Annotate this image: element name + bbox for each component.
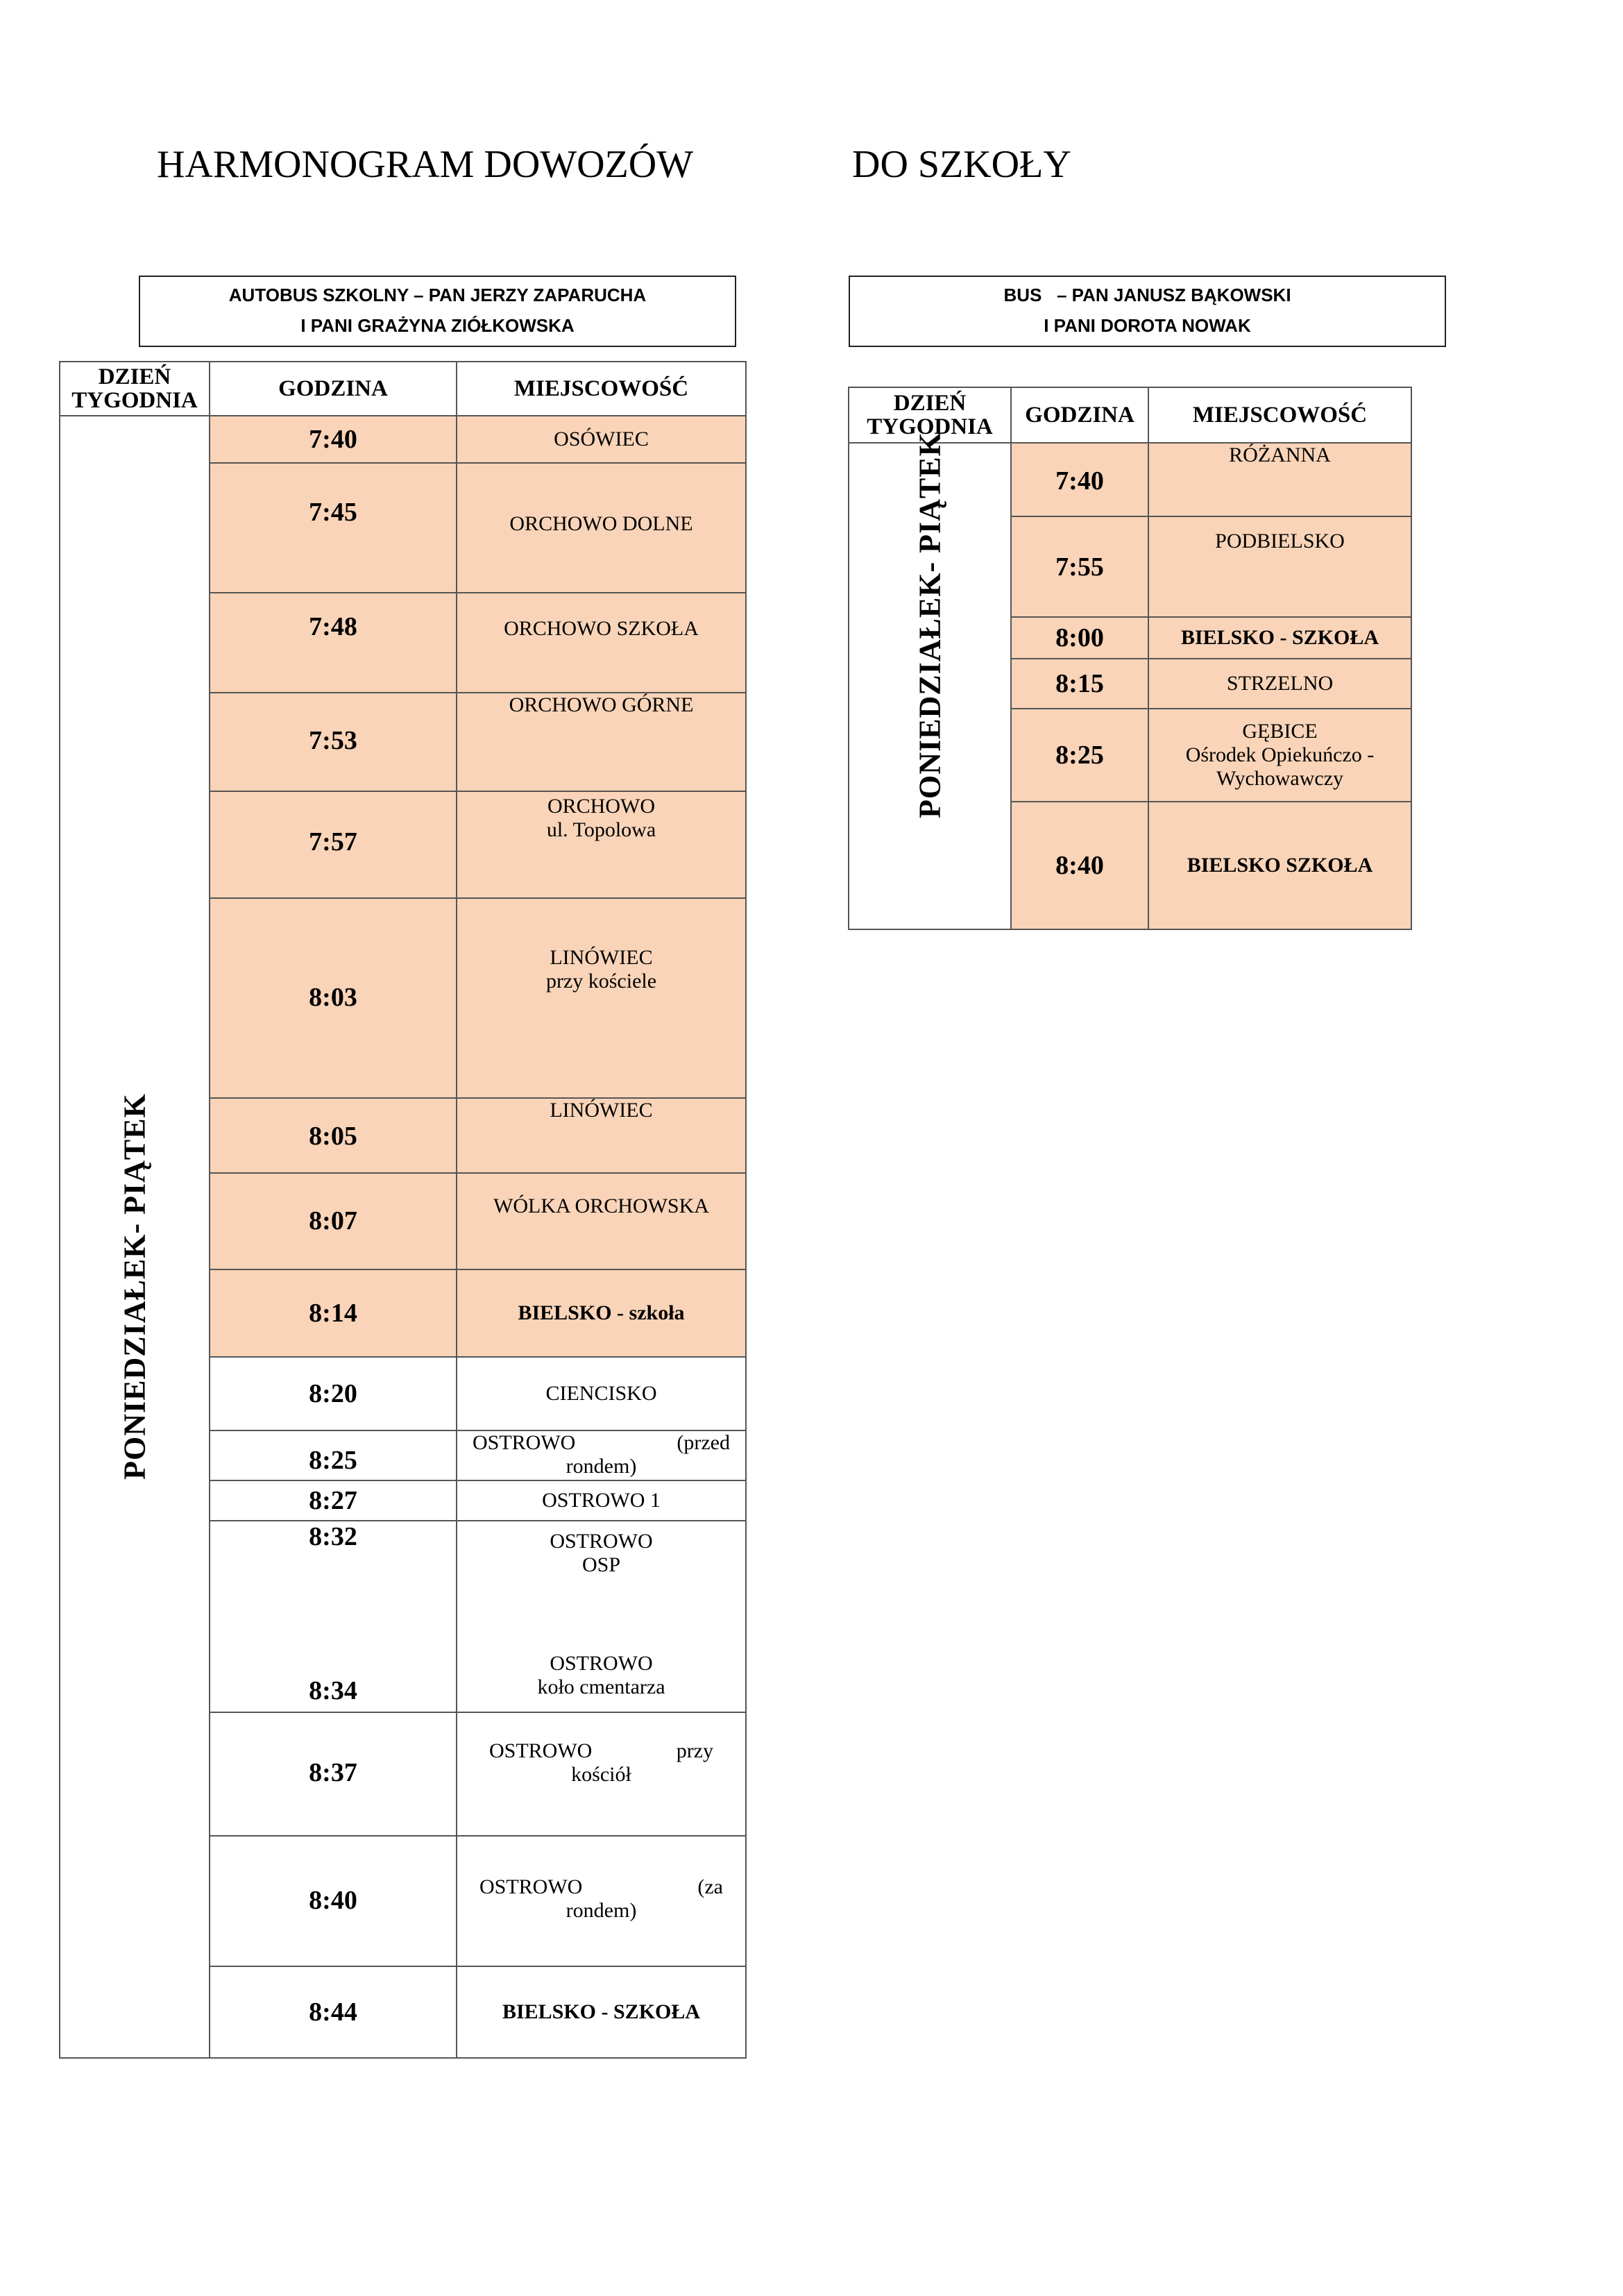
time-cell: 8:37	[210, 1712, 457, 1836]
column-header-place: MIEJSCOWOŚĆ	[457, 362, 746, 416]
time-line: 8:32	[309, 1522, 357, 1551]
place-word: (przed	[677, 1431, 730, 1454]
time-cell: 7:40	[210, 416, 457, 463]
place-cell: ORCHOWO SZKOŁA	[457, 593, 746, 693]
column-header-time: GODZINA	[1011, 387, 1148, 443]
column-header-day: DZIEŃ TYGODNIA	[849, 387, 1011, 443]
place-cell: OSÓWIEC	[457, 416, 746, 463]
place-cell: OSTROWO 1	[457, 1480, 746, 1521]
time-cell: 8:14	[210, 1269, 457, 1357]
place-cell	[457, 898, 746, 1098]
place-cell: LINÓWIEC	[457, 1098, 746, 1173]
place-word: OSTROWO	[479, 1875, 583, 1898]
time-cell: 8:03	[210, 898, 457, 1098]
time-cell: 8:27	[210, 1480, 457, 1521]
page-title: HARMONOGRAM DOWOZÓW	[157, 143, 694, 186]
right-bus-header-line2: I PANI DOROTA NOWAK	[1044, 315, 1251, 336]
place-cell: PODBIELSKO	[1148, 516, 1411, 617]
day-cell	[60, 416, 210, 2058]
place-line: OSTROWO	[550, 1652, 653, 1675]
place-cell	[457, 1712, 746, 1836]
time-cell: 8:15	[1011, 659, 1148, 709]
place-line: LINÓWIEC	[550, 946, 653, 969]
place-word: (za	[697, 1875, 723, 1898]
right-bus-header-line1: BUS – PAN JANUSZ BĄKOWSKI	[1003, 285, 1291, 305]
place-cell: WÓLKA ORCHOWSKA	[457, 1173, 746, 1269]
day-label: PONIEDZIAŁEK- PIĄTEK	[912, 432, 947, 818]
place-cell	[457, 791, 746, 898]
place-word: OSTROWO	[473, 1431, 576, 1454]
place-line: koło cmentarza	[537, 1675, 665, 1698]
time-cell: 8:40	[210, 1836, 457, 1966]
place-cell: BIELSKO - SZKOŁA	[1148, 617, 1411, 659]
time-cell: 8:44	[210, 1966, 457, 2058]
day-label: PONIEDZIAŁEK- PIĄTEK	[117, 1093, 152, 1480]
right-bus-header	[849, 276, 1446, 347]
place-line: GĘBICE	[1242, 720, 1318, 743]
time-cell: 8:25	[1011, 709, 1148, 802]
place-line: ORCHOWO	[547, 795, 655, 818]
table-row	[60, 416, 746, 463]
place-line: rondem)	[566, 1455, 637, 1478]
time-cell: 8:05	[210, 1098, 457, 1173]
time-cell	[210, 1521, 457, 1712]
column-header-place: MIEJSCOWOŚĆ	[1148, 387, 1411, 443]
time-cell: 8:20	[210, 1357, 457, 1430]
time-cell: 7:40	[1011, 443, 1148, 516]
place-line: kościół	[571, 1763, 631, 1786]
place-cell: BIELSKO SZKOŁA	[1148, 802, 1411, 929]
page-subtitle: DO SZKOŁY	[852, 143, 1071, 186]
left-schedule-table	[59, 361, 747, 2059]
place-line: rondem)	[566, 1899, 637, 1922]
place-line: Wychowawczy	[1216, 767, 1344, 790]
place-cell: ORCHOWO DOLNE	[457, 463, 746, 593]
time-cell: 7:53	[210, 693, 457, 791]
left-bus-header	[139, 276, 736, 347]
day-cell	[849, 432, 1011, 929]
place-line	[457, 1875, 745, 1899]
time-cell: 7:48	[210, 593, 457, 693]
place-line: OSP	[581, 1553, 621, 1576]
place-line: OSTROWO	[550, 1530, 653, 1553]
time-cell: 7:57	[210, 791, 457, 898]
place-cell: CIENCISKO	[457, 1357, 746, 1430]
column-header-day: DZIEŃ TYGODNIA	[60, 362, 210, 416]
time-cell: 7:45	[210, 463, 457, 593]
time-cell: 8:07	[210, 1173, 457, 1269]
place-line	[457, 1431, 745, 1455]
time-cell: 7:55	[1011, 516, 1148, 617]
place-cell	[1148, 709, 1411, 802]
time-cell: 8:40	[1011, 802, 1148, 929]
place-word: przy	[676, 1739, 713, 1762]
place-cell: BIELSKO - szkoła	[457, 1269, 746, 1357]
place-word: OSTROWO	[489, 1739, 593, 1762]
table-row	[849, 443, 1411, 516]
time-cell: 8:00	[1011, 617, 1148, 659]
place-line	[457, 1739, 745, 1763]
time-line: 8:34	[309, 1676, 357, 1705]
place-cell: RÓŻANNA	[1148, 443, 1411, 516]
place-cell: STRZELNO	[1148, 659, 1411, 709]
place-line: ul. Topolowa	[546, 818, 656, 841]
left-bus-header-line1: AUTOBUS SZKOLNY – PAN JERZY ZAPARUCHA	[228, 285, 647, 305]
place-cell: ORCHOWO GÓRNE	[457, 693, 746, 791]
time-cell: 8:25	[210, 1430, 457, 1480]
place-cell	[457, 1521, 746, 1712]
place-cell	[457, 1430, 746, 1480]
place-cell	[457, 1836, 746, 1966]
place-line: przy kościele	[545, 970, 657, 993]
right-schedule-table	[848, 387, 1412, 930]
place-cell: BIELSKO - SZKOŁA	[457, 1966, 746, 2058]
place-line: Ośrodek Opiekuńczo -	[1185, 743, 1375, 766]
left-bus-header-line2: I PANI GRAŻYNA ZIÓŁKOWSKA	[300, 315, 575, 336]
column-header-time: GODZINA	[210, 362, 457, 416]
